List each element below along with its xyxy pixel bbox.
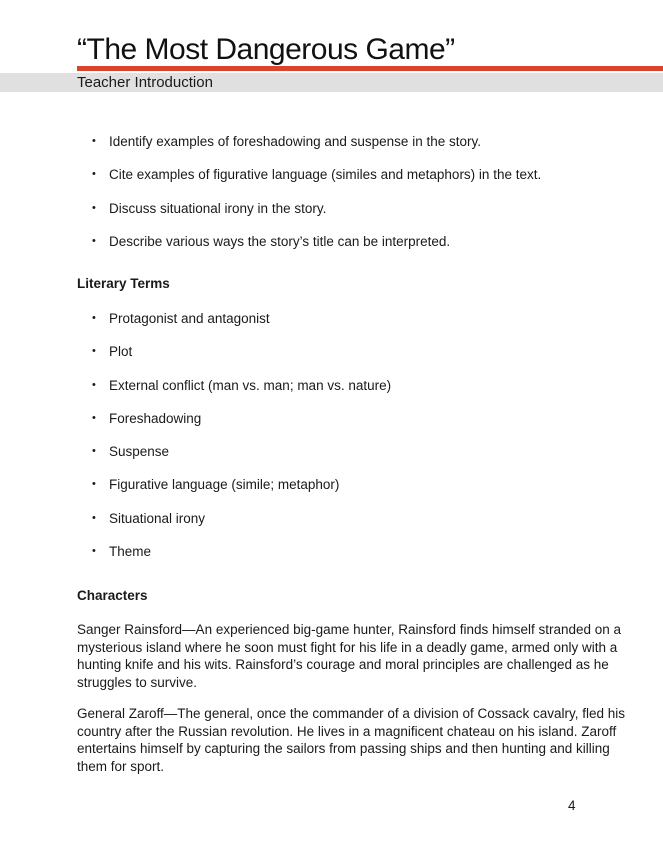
- bullet-icon: •: [92, 445, 96, 458]
- term-text: Foreshadowing: [109, 410, 202, 426]
- list-item: [77, 435, 627, 468]
- term-text: Protagonist and antagonist: [109, 311, 270, 326]
- bullet-icon: •: [92, 345, 96, 358]
- bullet-icon: •: [92, 545, 96, 558]
- list-item: [77, 402, 627, 435]
- character-zaroff-paragraph: General Zaroff—The general, once the commander of a division of Cossack cavalry, fled his country after the Russian revolution. He lives in a magnificent chateau on his island. Zaroff entertains himself by capturing the sailors from passing ships and then hunting and killing them for sport.: [77, 706, 626, 774]
- page-number: 4: [568, 798, 576, 813]
- literary-terms-list: [77, 302, 627, 568]
- bullet-icon: •: [92, 135, 96, 147]
- list-item: [77, 468, 627, 501]
- objective-text: Cite examples of figurative language (similes and metaphors) in the text.: [109, 167, 542, 183]
- term-text: Theme: [109, 544, 152, 560]
- list-item: [77, 369, 627, 402]
- list-item: [77, 302, 627, 335]
- list-item: [77, 225, 627, 258]
- characters-heading: Characters: [77, 588, 148, 603]
- bullet-icon: •: [92, 478, 96, 491]
- term-text: Figurative language (simile; metaphor): [109, 477, 340, 493]
- bullet-icon: •: [92, 234, 96, 247]
- term-text: Situational irony: [109, 510, 206, 526]
- objective-text: Discuss situational irony in the story.: [109, 200, 327, 216]
- objective-text: Identify examples of foreshadowing and suspense in the story.: [109, 134, 481, 149]
- page-title: “The Most Dangerous Game”: [77, 33, 455, 66]
- bullet-icon: •: [92, 411, 96, 424]
- objective-text: Describe various ways the story’s title can be interpreted.: [109, 233, 451, 249]
- list-item: [77, 502, 627, 535]
- character-rainsford-paragraph: Sanger Rainsford—An experienced big-game hunter, Rainsford finds himself stranded on a mysterious island where he soon must fight for his life in a deadly game, armed only with a hunting knife and his wits. Rainsford’s courage and moral principles are challenged as he struggles to survive.: [77, 622, 622, 690]
- list-item: [77, 335, 627, 368]
- term-text: External conflict (man vs. man; man vs. nature): [109, 377, 392, 393]
- bullet-icon: •: [92, 378, 96, 391]
- literary-terms-heading: Literary Terms: [77, 276, 170, 291]
- bullet-icon: •: [92, 312, 96, 324]
- term-text: Plot: [109, 344, 133, 360]
- objectives-list: [77, 125, 627, 258]
- bullet-icon: •: [92, 201, 96, 214]
- bullet-icon: •: [92, 168, 96, 181]
- page-subtitle: Teacher Introduction: [77, 74, 213, 91]
- list-item: [77, 192, 627, 225]
- list-item: [77, 158, 627, 191]
- bullet-icon: •: [92, 511, 96, 524]
- list-item: [77, 535, 627, 568]
- list-item: [77, 125, 627, 158]
- term-text: Suspense: [109, 444, 170, 460]
